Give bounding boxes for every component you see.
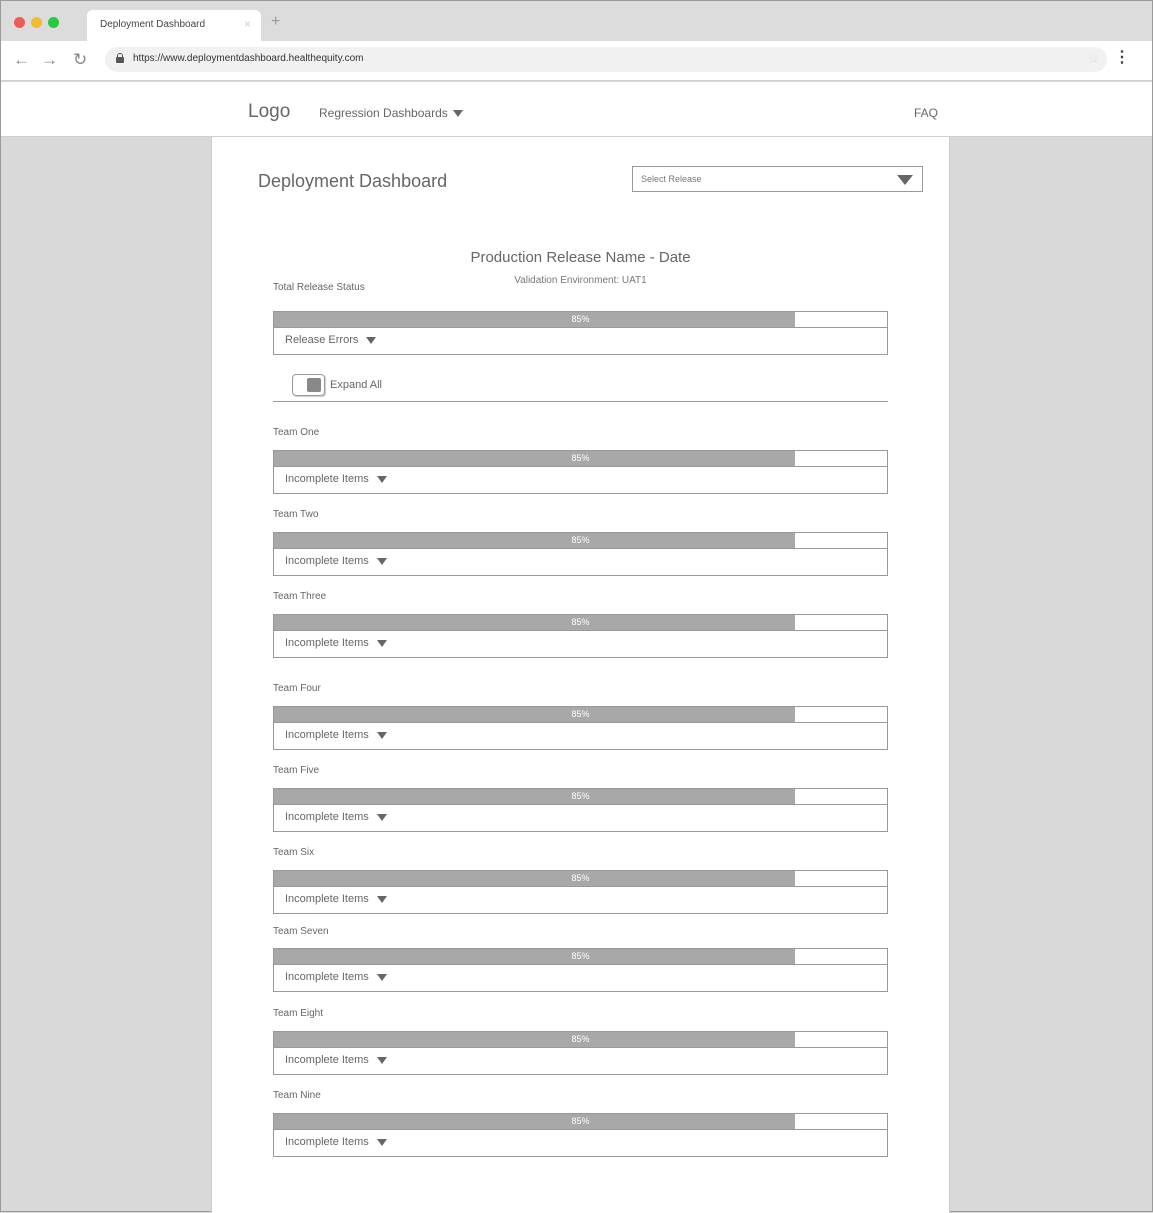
release-errors-dropdown[interactable] — [285, 334, 376, 346]
team-name: Team Two — [273, 509, 319, 520]
tab-bar — [1, 1, 1152, 41]
team-name: Team Four — [273, 683, 321, 694]
incomplete-items-label: Incomplete Items — [285, 1054, 369, 1066]
section-divider — [273, 401, 888, 402]
incomplete-items-label: Incomplete Items — [285, 729, 369, 741]
incomplete-items-dropdown[interactable] — [285, 811, 387, 823]
logo[interactable]: Logo — [248, 101, 291, 122]
new-tab-icon[interactable]: + — [271, 13, 281, 30]
team-name: Team Nine — [273, 1090, 321, 1101]
team-progress-text: 85% — [571, 453, 590, 463]
tab-title: Deployment Dashboard — [100, 19, 206, 30]
total-release-progress-bar — [274, 312, 887, 328]
team-progress-bar — [274, 949, 887, 965]
team-progress-bar — [274, 451, 887, 467]
chevron-down-icon — [377, 814, 387, 821]
browser-toolbar — [1, 41, 1152, 81]
incomplete-items-label: Incomplete Items — [285, 1136, 369, 1148]
incomplete-items-label: Incomplete Items — [285, 473, 369, 485]
incomplete-items-dropdown[interactable] — [285, 637, 387, 649]
chevron-down-icon — [377, 1057, 387, 1064]
chevron-down-icon — [377, 558, 387, 565]
team-card — [273, 706, 888, 750]
release-errors-label: Release Errors — [285, 334, 359, 346]
incomplete-items-dropdown[interactable] — [285, 971, 387, 983]
team-progress-bar — [274, 871, 887, 887]
maximize-window-button[interactable] — [48, 17, 59, 28]
chevron-down-icon — [377, 1139, 387, 1146]
regression-dashboards-menu[interactable] — [319, 106, 463, 120]
release-name: Production Release Name - Date — [470, 249, 691, 266]
incomplete-items-label: Incomplete Items — [285, 893, 369, 905]
incomplete-items-label: Incomplete Items — [285, 811, 369, 823]
team-card — [273, 614, 888, 658]
expand-all-label: Expand All — [330, 379, 382, 391]
main-content — [211, 137, 950, 1213]
incomplete-items-label: Incomplete Items — [285, 637, 369, 649]
incomplete-items-label: Incomplete Items — [285, 555, 369, 567]
incomplete-items-dropdown[interactable] — [285, 1136, 387, 1148]
faq-link[interactable]: FAQ — [914, 106, 939, 120]
chevron-down-icon — [377, 640, 387, 647]
chevron-down-icon — [453, 110, 463, 117]
toggle-knob — [307, 378, 321, 392]
incomplete-items-dropdown[interactable] — [285, 1054, 387, 1066]
validation-environment: Validation Environment: UAT1 — [514, 275, 647, 286]
team-progress-text: 85% — [571, 1034, 590, 1044]
team-card — [273, 1031, 888, 1075]
team-progress-text: 85% — [571, 873, 590, 883]
team-progress-bar — [274, 1114, 887, 1130]
team-name: Team Three — [273, 591, 327, 602]
chevron-down-icon — [366, 337, 376, 344]
team-progress-text: 85% — [571, 1116, 590, 1126]
select-release-dropdown[interactable] — [632, 166, 923, 192]
team-name: Team One — [273, 427, 320, 438]
page-title: Deployment Dashboard — [258, 171, 448, 191]
total-release-status-label: Total Release Status — [273, 282, 365, 293]
browser-menu-icon[interactable]: ⋮ — [1114, 49, 1130, 66]
team-name: Team Five — [273, 765, 320, 776]
team-card — [273, 788, 888, 832]
incomplete-items-dropdown[interactable] — [285, 555, 387, 567]
back-arrow-icon[interactable]: ← — [13, 50, 30, 69]
incomplete-items-dropdown[interactable] — [285, 473, 387, 485]
minimize-window-button[interactable] — [31, 17, 42, 28]
team-progress-text: 85% — [571, 535, 590, 545]
lock-icon — [116, 53, 124, 63]
address-bar[interactable] — [105, 47, 1107, 72]
team-card — [273, 1113, 888, 1157]
close-window-button[interactable] — [14, 17, 25, 28]
tab-close-icon[interactable]: × — [243, 17, 251, 31]
chevron-down-icon — [897, 175, 913, 185]
team-progress-bar — [274, 533, 887, 549]
total-release-progress-text: 85% — [571, 314, 590, 324]
reload-icon[interactable]: ↻ — [73, 50, 88, 69]
incomplete-items-dropdown[interactable] — [285, 729, 387, 741]
team-progress-text: 85% — [571, 709, 590, 719]
chevron-down-icon — [377, 732, 387, 739]
select-release-placeholder: Select Release — [641, 174, 702, 184]
team-card — [273, 870, 888, 914]
incomplete-items-dropdown[interactable] — [285, 893, 387, 905]
team-name: Team Seven — [273, 926, 329, 937]
team-progress-bar — [274, 1032, 887, 1048]
team-progress-text: 85% — [571, 951, 590, 961]
url-text: https://www.deploymentdashboard.healthequity.com — [133, 53, 364, 64]
regression-dashboards-label: Regression Dashboards — [319, 106, 448, 120]
team-name: Team Eight — [273, 1008, 324, 1019]
expand-all-toggle[interactable] — [292, 374, 325, 396]
team-progress-bar — [274, 615, 887, 631]
team-name: Team Six — [273, 847, 315, 858]
team-card — [273, 450, 888, 494]
chevron-down-icon — [377, 974, 387, 981]
team-progress-bar — [274, 707, 887, 723]
app-header — [1, 82, 1152, 137]
team-progress-text: 85% — [571, 617, 590, 627]
forward-arrow-icon[interactable]: → — [41, 50, 58, 69]
browser-tab[interactable] — [87, 10, 261, 41]
team-progress-text: 85% — [571, 791, 590, 801]
chevron-down-icon — [377, 476, 387, 483]
team-progress-bar — [274, 789, 887, 805]
incomplete-items-label: Incomplete Items — [285, 971, 369, 983]
chevron-down-icon — [377, 896, 387, 903]
team-card — [273, 532, 888, 576]
bookmark-star-icon[interactable]: ☆ — [1087, 51, 1099, 66]
total-release-card — [273, 311, 888, 355]
team-card — [273, 948, 888, 992]
